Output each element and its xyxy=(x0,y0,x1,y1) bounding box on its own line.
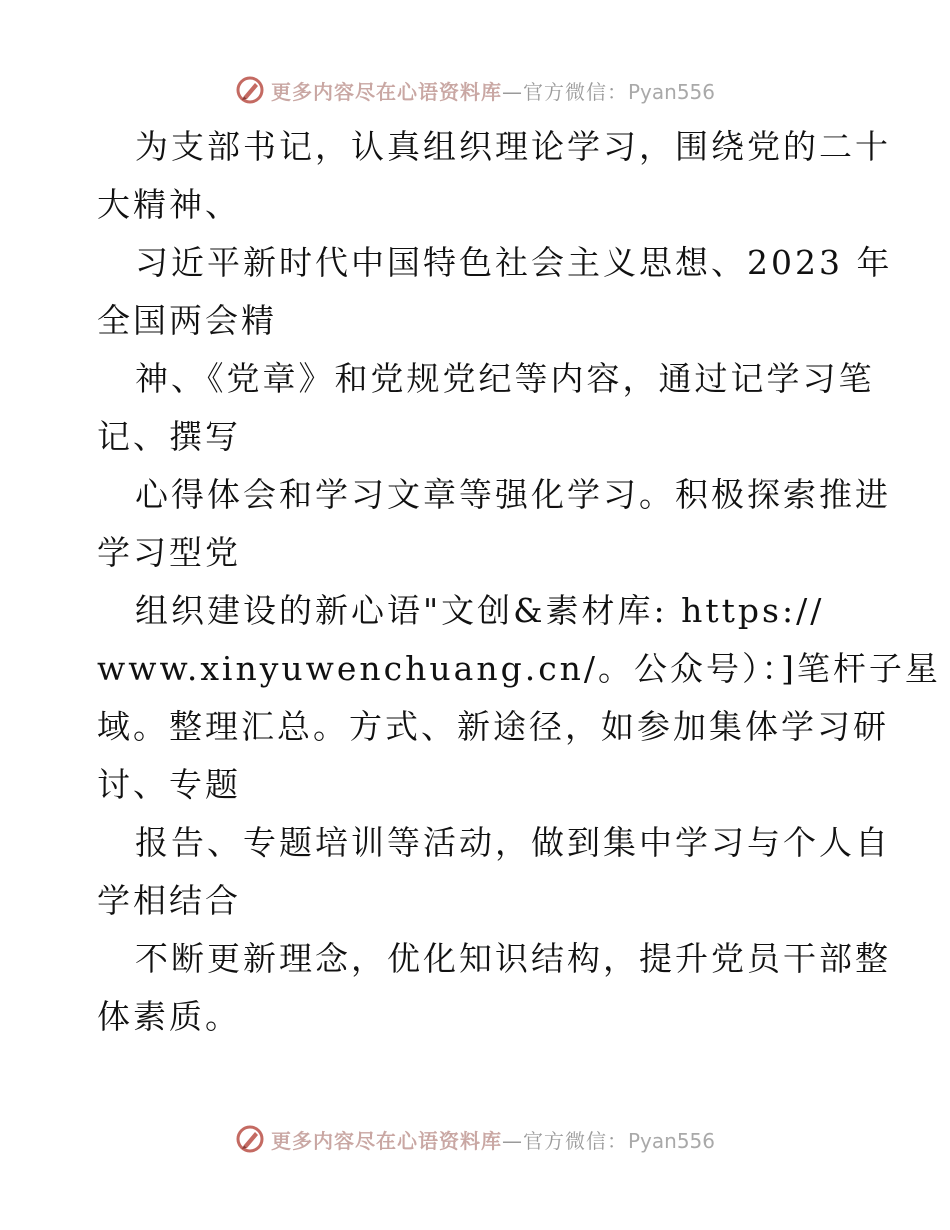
body-line: 学相结合 xyxy=(97,881,241,920)
body-line: 学习型党 xyxy=(97,533,241,572)
banner-label: 官方微信： xyxy=(522,1128,628,1153)
banner-brand: 更多内容尽在心语资料库 xyxy=(270,1128,502,1153)
pen-logo-icon xyxy=(235,75,265,105)
pen-logo-icon xyxy=(235,1124,265,1154)
body-line: 体素质。 xyxy=(97,997,241,1036)
banner-wechat-id: Pyan556 xyxy=(627,1128,715,1153)
banner-brand: 更多内容尽在心语资料库 xyxy=(270,79,502,104)
banner-wechat-id: Pyan556 xyxy=(627,79,715,104)
banner-label: 官方微信： xyxy=(522,79,628,104)
body-line: 域。整理汇总。方式、新途径，如参加集体学习研 xyxy=(97,707,889,746)
body-line: 组织建设的新心语"文创&素材库: https:// xyxy=(135,591,825,630)
banner-separator: — xyxy=(501,79,523,104)
banner-separator: — xyxy=(501,1128,523,1153)
body-line: 大精神、 xyxy=(97,185,241,224)
body-line: 神、《党章》和党规党纪等内容，通过记学习笔 xyxy=(135,359,875,398)
body-line: 为支部书记，认真组织理论学习，围绕党的二十 xyxy=(135,127,891,166)
header-banner xyxy=(0,70,950,110)
body-line: 不断更新理念，优化知识结构，提升党员干部整 xyxy=(135,939,891,978)
body-line: 讨、专题 xyxy=(97,765,241,804)
banner-text xyxy=(271,1125,715,1154)
footer-banner xyxy=(0,1119,950,1159)
banner-text xyxy=(271,76,715,105)
body-line: 心得体会和学习文章等强化学习。积极探索推进 xyxy=(135,475,891,514)
document-body xyxy=(97,118,941,1046)
body-line: 报告、专题培训等活动，做到集中学习与个人自 xyxy=(135,823,891,862)
body-line: 习近平新时代中国特色社会主义思想、2023 年 xyxy=(135,243,893,282)
body-line: 记、撰写 xyxy=(97,417,241,456)
body-line: www.xinyuwenchuang.cn/。公众号）：]笔杆子星 xyxy=(97,649,941,688)
body-line: 全国两会精 xyxy=(97,301,277,340)
